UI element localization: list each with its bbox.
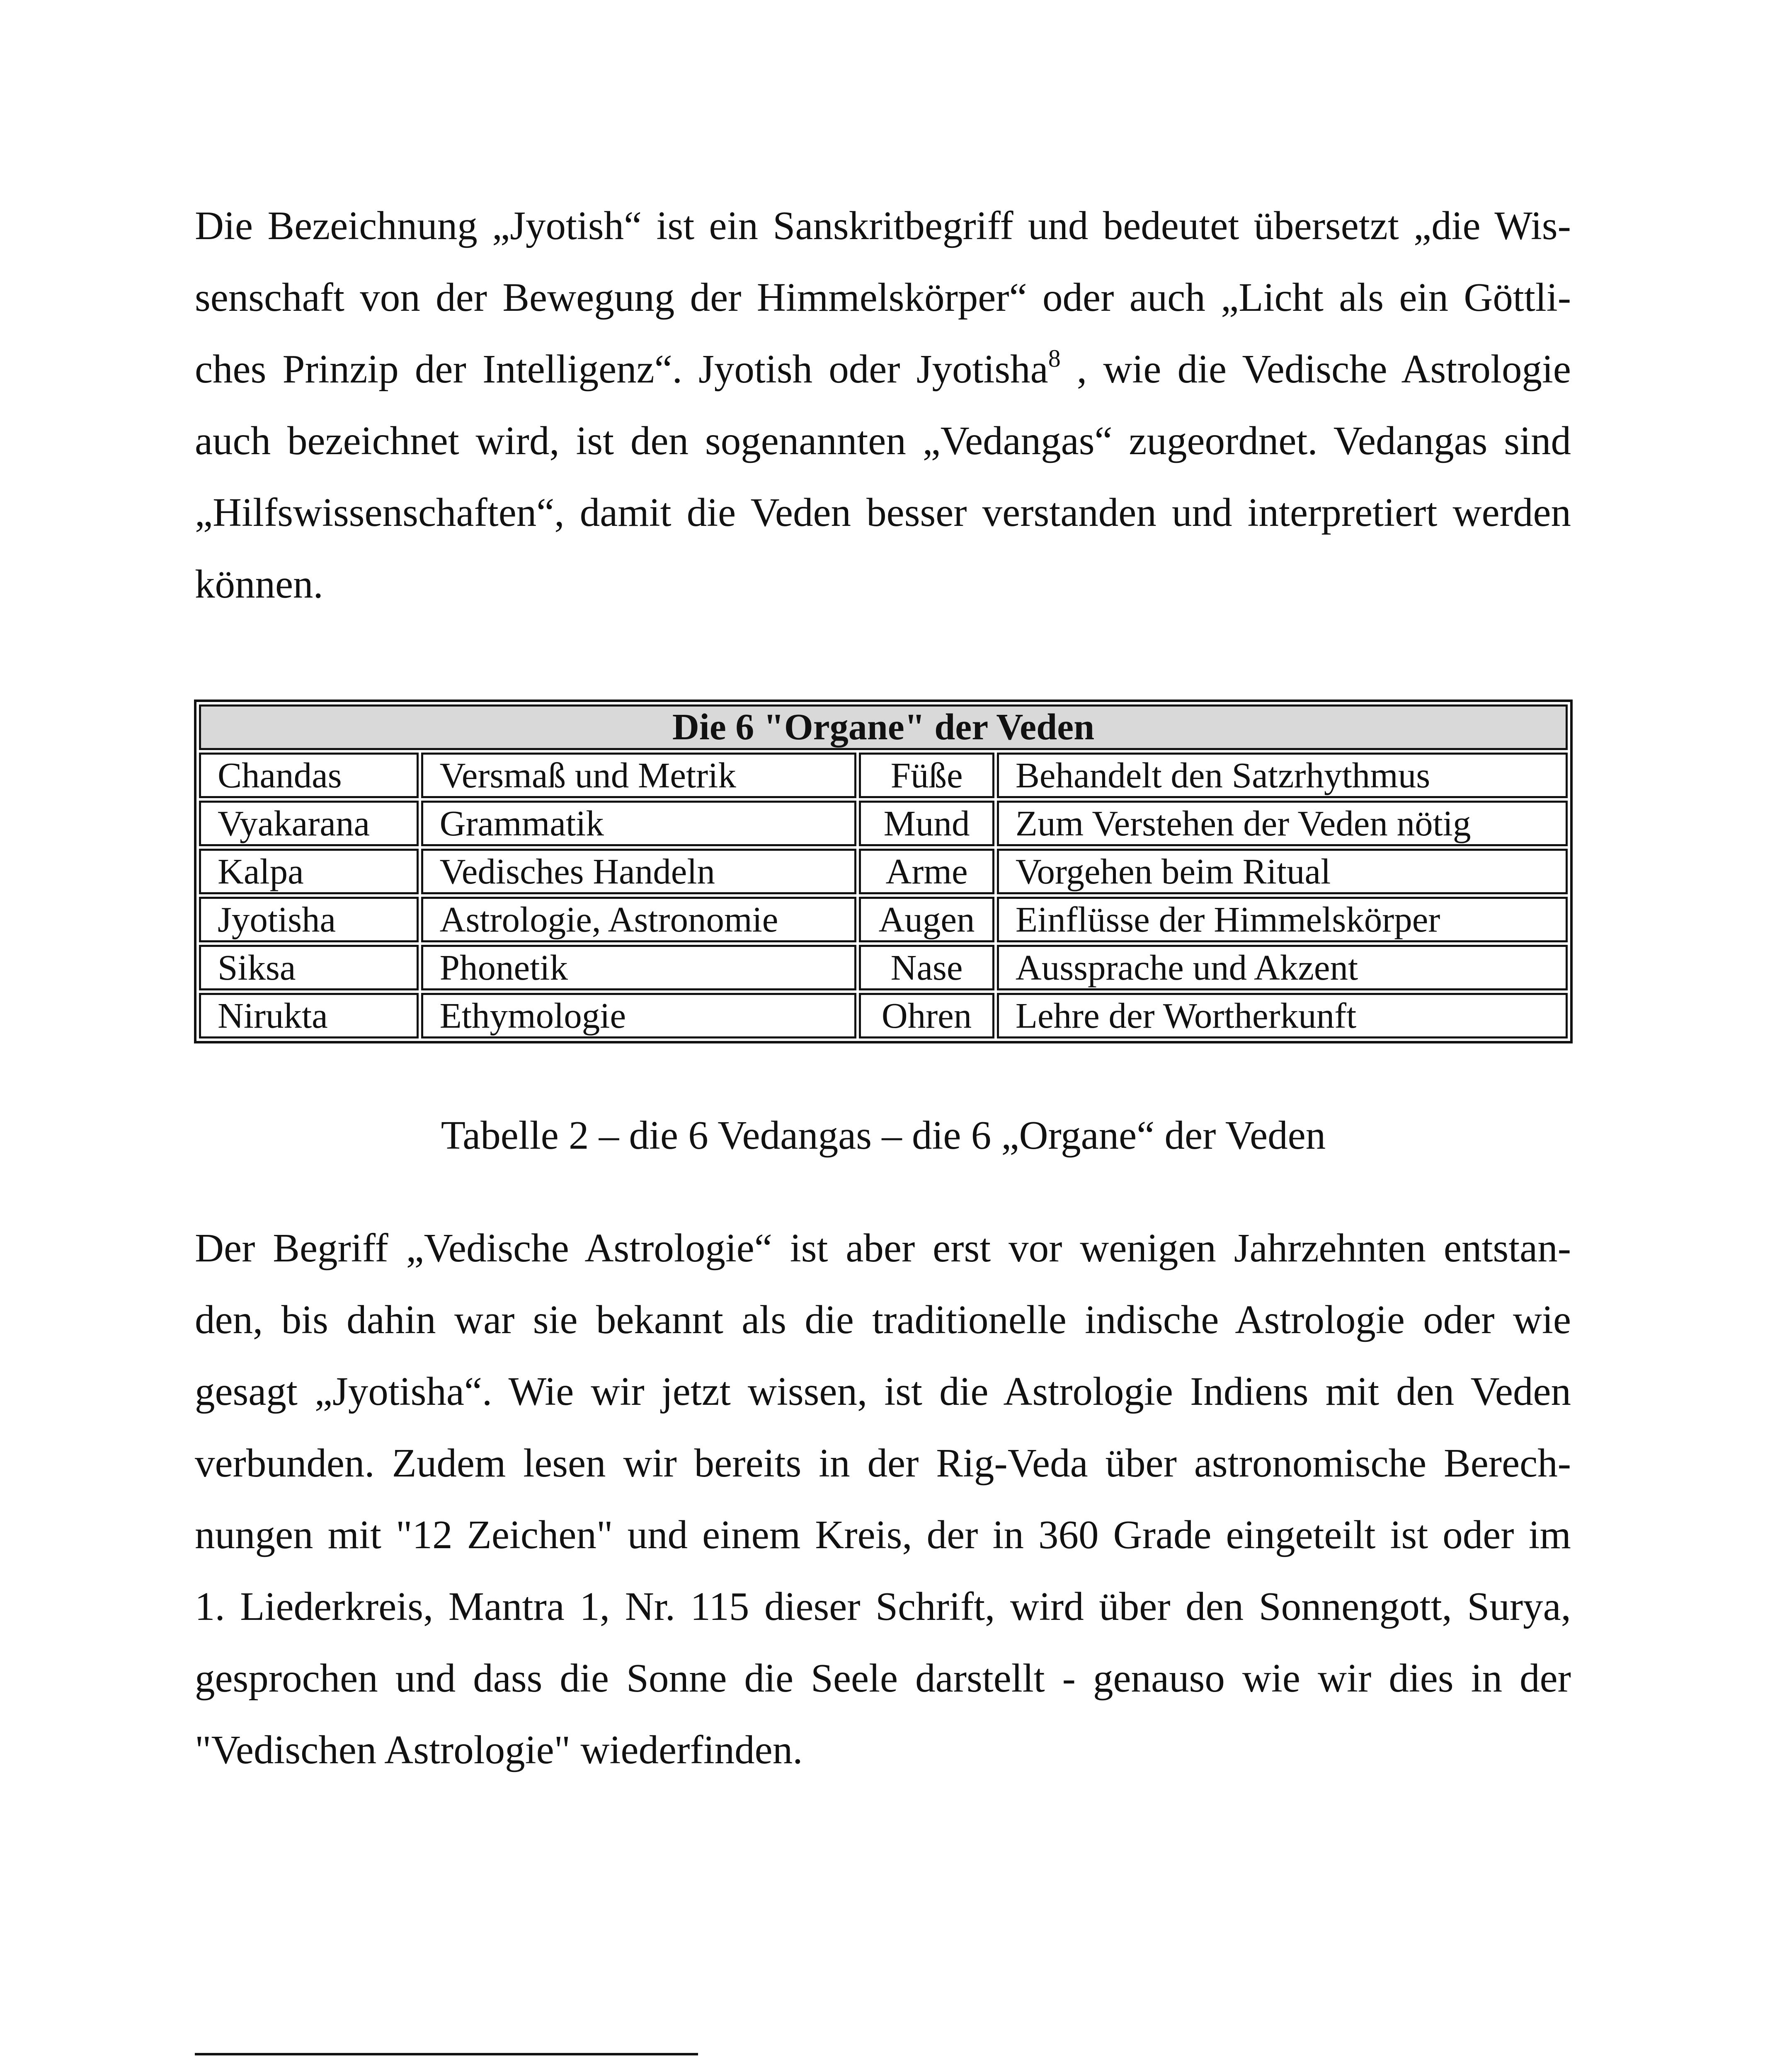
table-cell: Siksa [199,945,419,990]
table-cell: Ohren [859,993,994,1038]
text-line [195,333,1571,405]
table-cell: Behandelt den Satzrhythmus [997,753,1568,798]
table-cell: Einflüsse der Himmelskörper [997,897,1568,942]
footnote-reference[interactable]: 8 [1048,345,1061,372]
table-cell: Lehre der Wortherkunft [997,993,1568,1038]
table-cell: Jyotisha [199,897,419,942]
table-cell: Kalpa [199,849,419,894]
vedangas-table [194,700,1573,1043]
text-line: Der Begriff „Vedische Astrologie“ ist aber erst vor wenigen Jahrzehnten entstan- [195,1226,1571,1270]
text-line: den, bis dahin war sie bekannt als die traditionelle indische Astrologie oder wie [195,1297,1571,1342]
table-row [199,849,1568,894]
table-body [199,753,1568,1038]
table-cell: Astrologie, Astronomie [421,897,857,942]
text-line: Die Bezeichnung „Jyotish“ ist ein Sanskritbegriff und bedeutet übersetzt „die Wis- [195,203,1571,248]
footnote-separator [195,2053,698,2055]
table-cell: Arme [859,849,994,894]
text-line: können. [195,562,323,606]
table-cell: Vyakarana [199,801,419,846]
table-caption: Tabelle 2 – die 6 Vedangas – die 6 „Organe“ der Veden [441,1113,1326,1157]
table-cell: Vorgehen beim Ritual [997,849,1568,894]
text-line: auch bezeichnet wird, ist den sogenannten „Vedangas“ zugeordnet. Vedangas sind [195,419,1571,463]
table-cell: Nase [859,945,994,990]
table-cell: Aussprache und Akzent [997,945,1568,990]
table-cell: Chandas [199,753,419,798]
table-cell: Phonetik [421,945,857,990]
text-line: gesprochen und dass die Sonne die Seele darstellt - genauso wie wir dies in der [195,1656,1571,1700]
table-row [199,945,1568,990]
text-segment: ches Prinzip der Intelligenz“. Jyotish oder Jyotisha [195,347,1048,391]
text-line: nungen mit "12 Zeichen" und einem Kreis, der in 360 Grade eingeteilt ist oder im [195,1513,1571,1557]
table-cell: Ethymologie [421,993,857,1038]
table-title: Die 6 "Organe" der Veden [199,704,1568,750]
text-segment: , wie die Vedische Astrologie [1060,347,1571,391]
table-cell: Füße [859,753,994,798]
table-cell: Zum Verstehen der Veden nötig [997,801,1568,846]
table-cell: Augen [859,897,994,942]
text-line: gesagt „Jyotisha“. Wie wir jetzt wissen, ist die Astrologie Indiens mit den Veden [195,1369,1571,1414]
table-cell: Mund [859,801,994,846]
table-cell: Vedisches Handeln [421,849,857,894]
table-header-row [199,704,1568,750]
text-line: senschaft von der Bewegung der Himmelskörper“ oder auch „Licht als ein Göttli- [195,275,1571,320]
table-row [199,897,1568,942]
table-row [199,801,1568,846]
text-line: "Vedischen Astrologie" wiederfinden. [195,1728,803,1772]
intro-paragraph [195,190,1571,620]
table-cell: Grammatik [421,801,857,846]
text-line: verbunden. Zudem lesen wir bereits in der Rig-Veda über astronomische Berech- [195,1441,1571,1485]
body-paragraph [195,1212,1571,1786]
table-cell: Versmaß und Metrik [421,753,857,798]
table-row [199,753,1568,798]
table-row [199,993,1568,1038]
text-line: „Hilfswissenschaften“, damit die Veden besser verstanden und interpretiert werden [195,490,1571,535]
table-cell: Nirukta [199,993,419,1038]
text-line: 1. Liederkreis, Mantra 1, Nr. 115 dieser Schrift, wird über den Sonnengott, Surya, [195,1584,1571,1629]
